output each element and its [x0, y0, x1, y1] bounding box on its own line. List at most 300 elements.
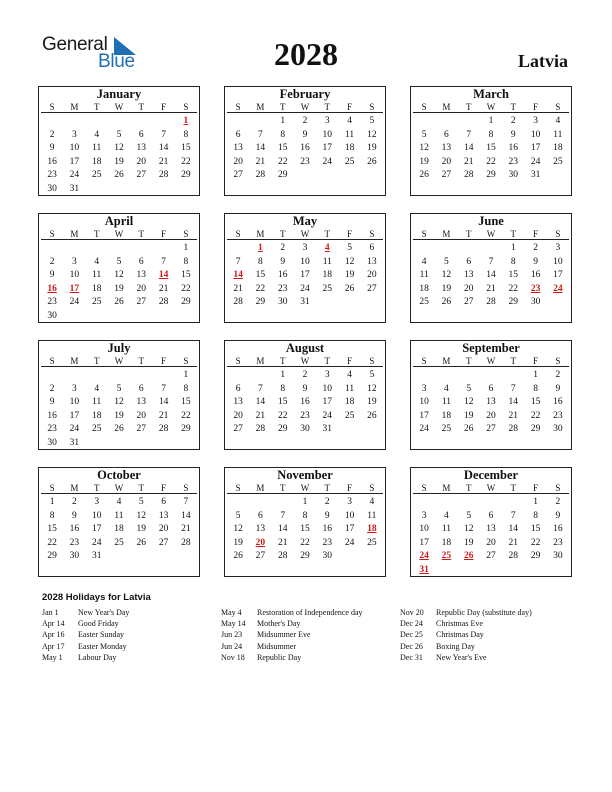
day-cell: 29 — [530, 551, 541, 561]
day-cell: 12 — [463, 524, 474, 534]
day-cell: 12 — [463, 397, 474, 407]
day-cell: 10 — [530, 129, 541, 140]
day-cell: 27 — [255, 551, 266, 561]
empty-day-cell — [41, 242, 63, 256]
weekday-header: M — [249, 229, 271, 240]
weekday-header: T — [316, 229, 338, 240]
holiday-name: Christmas Day — [436, 630, 484, 640]
day-cell: 9 — [49, 270, 55, 280]
weekday-header: T — [272, 102, 294, 113]
weekday-header: W — [294, 483, 316, 494]
day-cell: 22 — [530, 410, 541, 421]
day-cell: 31 — [322, 424, 333, 434]
holiday-date: Apr 14 — [42, 619, 65, 629]
holiday-date: Dec 25 — [400, 630, 423, 640]
day-cell: 25 — [322, 283, 333, 294]
day-cell: 3 — [533, 116, 538, 126]
holiday-row — [400, 618, 532, 629]
month-days-grid — [39, 102, 199, 196]
day-cell: 8 — [49, 510, 55, 521]
weekday-header: S — [547, 102, 569, 113]
day-cell: 26 — [136, 537, 147, 548]
month-title: November — [277, 468, 333, 482]
weekday-header: F — [338, 102, 360, 113]
day-cell: 18 — [441, 410, 452, 421]
day-cell: 16 — [69, 524, 80, 534]
day-cell: 21 — [158, 410, 169, 421]
day-cell: 23 — [553, 410, 563, 421]
day-cell: 29 — [486, 170, 496, 180]
day-cell: 14 — [486, 270, 496, 280]
day-cell: 19 — [344, 270, 355, 280]
empty-day-cell — [249, 115, 271, 129]
day-cell: 8 — [280, 129, 286, 140]
day-cell: 9 — [302, 129, 308, 140]
day-cell: 6 — [466, 256, 472, 267]
day-cell: 9 — [533, 256, 538, 267]
day-cell: 17 — [419, 410, 429, 421]
day-cell: 10 — [322, 383, 333, 394]
day-cell: 30 — [277, 297, 288, 307]
empty-day-cell — [108, 115, 130, 129]
day-cell: 8 — [183, 129, 189, 140]
day-cell: 6 — [369, 243, 375, 253]
month-days-grid — [411, 229, 571, 310]
day-cell: 3 — [555, 243, 561, 253]
day-cell: 18 — [322, 270, 333, 280]
empty-day-cell — [249, 496, 271, 510]
weekday-header: T — [130, 356, 152, 367]
day-cell: 23 — [47, 424, 57, 434]
holiday-day-cell: 17 — [69, 283, 80, 294]
month-july — [38, 340, 200, 450]
day-cell: 14 — [508, 397, 519, 407]
holiday-day-cell: 24 — [553, 283, 563, 294]
day-cell: 10 — [69, 270, 80, 280]
weekday-header: M — [249, 483, 271, 494]
weekday-header: T — [502, 229, 524, 240]
country-label: Latvia — [517, 51, 568, 71]
day-cell: 21 — [255, 410, 266, 421]
day-cell: 21 — [181, 524, 191, 534]
day-cell: 4 — [94, 256, 100, 267]
weekday-header: W — [294, 356, 316, 367]
day-cell: 10 — [300, 256, 310, 267]
day-cell: 16 — [47, 410, 57, 421]
holiday-date: Jun 24 — [221, 641, 243, 651]
empty-day-cell — [272, 496, 294, 510]
day-cell: 14 — [158, 143, 169, 153]
weekday-header: S — [547, 229, 569, 240]
day-cell: 7 — [488, 256, 494, 267]
month-days-grid — [225, 229, 385, 310]
weekday-header: W — [480, 356, 502, 367]
day-cell: 11 — [419, 270, 429, 280]
day-cell: 13 — [233, 143, 243, 153]
month-may — [224, 213, 386, 323]
weekday-header: S — [413, 102, 435, 113]
day-cell: 28 — [255, 170, 266, 180]
day-cell: 16 — [300, 397, 310, 407]
holiday-day-cell: 23 — [530, 283, 541, 294]
day-cell: 1 — [280, 116, 286, 126]
day-cell: 25 — [91, 424, 102, 434]
day-cell: 2 — [510, 116, 516, 126]
weekday-header: S — [175, 229, 197, 240]
day-cell: 9 — [555, 383, 561, 394]
day-cell: 9 — [302, 383, 308, 394]
empty-day-cell — [86, 115, 108, 129]
day-cell: 17 — [530, 143, 541, 153]
day-cell: 22 — [181, 410, 191, 421]
day-cell: 28 — [486, 297, 496, 307]
holiday-day-cell: 26 — [463, 551, 474, 561]
day-cell: 22 — [530, 537, 541, 548]
day-cell: 14 — [508, 524, 519, 534]
day-cell: 16 — [277, 270, 288, 280]
day-cell: 13 — [367, 256, 377, 267]
month-title: July — [107, 341, 131, 355]
day-cell: 1 — [510, 243, 516, 253]
month-april — [38, 213, 200, 323]
empty-day-cell — [249, 369, 271, 383]
day-cell: 13 — [233, 397, 243, 407]
day-cell: 30 — [47, 310, 57, 321]
day-cell: 26 — [114, 297, 124, 307]
day-cell: 2 — [72, 497, 77, 507]
day-cell: 15 — [181, 143, 191, 153]
day-cell: 7 — [258, 383, 263, 394]
day-cell: 6 — [138, 129, 144, 140]
holiday-name: New Year's Day — [78, 608, 130, 617]
day-cell: 22 — [181, 283, 191, 294]
day-cell: 19 — [114, 156, 124, 167]
day-cell: 5 — [466, 510, 472, 521]
day-cell: 24 — [344, 537, 355, 548]
day-cell: 4 — [94, 129, 100, 140]
day-cell: 18 — [344, 397, 355, 407]
empty-day-cell — [227, 369, 249, 383]
weekday-header: S — [547, 356, 569, 367]
empty-day-cell — [413, 115, 435, 129]
weekday-header: T — [86, 229, 108, 240]
weekday-header: M — [63, 102, 85, 113]
day-cell: 13 — [486, 397, 496, 407]
empty-day-cell — [63, 242, 85, 256]
day-cell: 25 — [553, 156, 563, 167]
holiday-row — [221, 629, 363, 640]
month-title: January — [96, 87, 142, 101]
empty-day-cell — [413, 496, 435, 510]
day-cell: 20 — [441, 156, 452, 167]
holiday-column — [221, 607, 363, 663]
day-cell: 2 — [533, 243, 538, 253]
day-cell: 21 — [158, 283, 169, 294]
day-cell: 1 — [533, 370, 538, 380]
day-cell: 17 — [553, 270, 563, 280]
holiday-row — [42, 641, 129, 652]
day-cell: 26 — [441, 297, 452, 307]
day-cell: 29 — [508, 297, 519, 307]
month-days-grid — [225, 483, 385, 564]
day-cell: 5 — [466, 383, 472, 394]
day-cell: 20 — [233, 410, 243, 421]
day-cell: 14 — [463, 143, 474, 153]
day-cell: 4 — [444, 510, 449, 521]
empty-day-cell — [458, 496, 480, 510]
day-cell: 31 — [69, 437, 80, 448]
day-cell: 19 — [367, 143, 377, 153]
day-cell: 11 — [322, 256, 332, 267]
day-cell: 15 — [47, 524, 57, 534]
empty-day-cell — [86, 242, 108, 256]
empty-day-cell — [458, 369, 480, 383]
month-march — [410, 86, 572, 196]
day-cell: 21 — [486, 283, 496, 294]
empty-day-cell — [502, 496, 524, 510]
day-cell: 9 — [280, 256, 286, 267]
day-cell: 8 — [183, 383, 189, 394]
day-cell: 19 — [367, 397, 377, 407]
month-days-grid — [411, 102, 571, 183]
day-cell: 22 — [300, 537, 310, 548]
day-cell: 23 — [69, 537, 80, 548]
day-cell: 22 — [277, 156, 288, 167]
holiday-row — [221, 652, 363, 663]
weekday-header: T — [272, 483, 294, 494]
day-cell: 20 — [486, 537, 496, 548]
day-cell: 28 — [158, 424, 169, 434]
day-cell: 20 — [463, 283, 474, 294]
month-september — [410, 340, 572, 450]
day-cell: 12 — [114, 270, 124, 280]
weekday-header: F — [524, 229, 546, 240]
empty-day-cell — [130, 115, 152, 129]
day-cell: 11 — [92, 397, 102, 407]
day-cell: 28 — [508, 551, 519, 561]
day-cell: 8 — [533, 510, 538, 521]
day-cell: 25 — [91, 297, 102, 307]
day-cell: 3 — [302, 243, 308, 253]
weekday-header: T — [130, 229, 152, 240]
day-cell: 19 — [114, 410, 124, 421]
day-cell: 27 — [158, 537, 169, 548]
day-cell: 11 — [92, 270, 102, 280]
day-cell: 26 — [419, 170, 429, 180]
day-cell: 29 — [255, 297, 266, 307]
page-title-year: 2028 — [274, 36, 338, 72]
day-cell: 5 — [369, 370, 375, 380]
day-cell: 17 — [91, 524, 102, 534]
holiday-row — [400, 629, 532, 640]
day-cell: 24 — [91, 537, 102, 548]
day-cell: 7 — [235, 256, 241, 267]
day-cell: 13 — [136, 397, 147, 407]
day-cell: 24 — [300, 283, 310, 294]
month-title: August — [285, 341, 325, 355]
day-cell: 19 — [233, 537, 243, 548]
day-cell: 27 — [463, 297, 474, 307]
empty-day-cell — [480, 496, 502, 510]
day-cell: 2 — [280, 243, 286, 253]
day-cell: 13 — [463, 270, 474, 280]
weekday-header: T — [272, 356, 294, 367]
holiday-column — [400, 607, 532, 663]
day-cell: 31 — [300, 297, 310, 307]
weekday-header: S — [361, 229, 383, 240]
holiday-date: Jun 23 — [221, 630, 243, 640]
day-cell: 1 — [302, 497, 308, 507]
logo-text-general: General — [42, 34, 108, 55]
holiday-date: Dec 26 — [400, 641, 423, 651]
empty-day-cell — [458, 242, 480, 256]
weekday-header: S — [361, 483, 383, 494]
holiday-name: Boxing Day — [436, 641, 475, 651]
day-cell: 4 — [347, 370, 352, 380]
day-cell: 1 — [183, 243, 189, 253]
holiday-name: Good Friday — [78, 619, 119, 629]
day-cell: 29 — [47, 551, 57, 561]
weekday-header: F — [152, 483, 174, 494]
holiday-date: May 4 — [221, 608, 242, 617]
day-cell: 14 — [255, 397, 266, 407]
day-cell: 4 — [94, 383, 100, 394]
day-cell: 15 — [181, 270, 191, 280]
day-cell: 24 — [69, 170, 80, 180]
weekday-header: S — [41, 483, 63, 494]
weekday-header: S — [227, 229, 249, 240]
day-cell: 18 — [114, 524, 124, 534]
holiday-name: Republic Day (substitute day) — [436, 608, 532, 617]
empty-day-cell — [435, 115, 457, 129]
weekday-header: T — [502, 102, 524, 113]
day-cell: 4 — [444, 383, 449, 394]
day-cell: 29 — [530, 424, 541, 434]
day-cell: 2 — [49, 383, 55, 394]
day-cell: 27 — [233, 170, 243, 180]
month-january — [38, 86, 200, 196]
weekday-header: M — [63, 356, 85, 367]
day-cell: 4 — [116, 497, 122, 507]
month-days-grid — [39, 483, 199, 564]
day-cell: 3 — [421, 383, 427, 394]
day-cell: 13 — [255, 524, 266, 534]
day-cell: 9 — [555, 510, 561, 521]
day-cell: 2 — [302, 116, 308, 126]
weekday-header: S — [361, 102, 383, 113]
day-cell: 20 — [136, 283, 147, 294]
day-cell: 3 — [94, 497, 100, 507]
weekday-header: M — [249, 102, 271, 113]
day-cell: 15 — [530, 524, 541, 534]
day-cell: 8 — [280, 383, 286, 394]
day-cell: 27 — [367, 283, 377, 294]
day-cell: 29 — [300, 551, 310, 561]
day-cell: 11 — [344, 129, 355, 140]
day-cell: 15 — [508, 270, 519, 280]
day-cell: 11 — [92, 143, 102, 153]
day-cell: 10 — [91, 510, 102, 521]
day-cell: 24 — [69, 297, 80, 307]
holiday-name: Mother's Day — [257, 619, 301, 629]
day-cell: 6 — [488, 383, 494, 394]
day-cell: 21 — [277, 537, 288, 548]
day-cell: 7 — [258, 129, 263, 140]
weekday-header: F — [338, 356, 360, 367]
day-cell: 12 — [344, 256, 355, 267]
day-cell: 15 — [277, 143, 288, 153]
day-cell: 14 — [277, 524, 288, 534]
day-cell: 3 — [324, 116, 330, 126]
day-cell: 27 — [136, 297, 147, 307]
weekday-header: F — [152, 356, 174, 367]
holiday-date: Apr 16 — [42, 630, 65, 640]
day-cell: 7 — [161, 129, 166, 140]
empty-day-cell — [227, 496, 249, 510]
month-title: September — [462, 341, 520, 355]
holiday-name: Midsummer Eve — [257, 630, 311, 640]
day-cell: 12 — [233, 524, 243, 534]
weekday-header: S — [41, 356, 63, 367]
empty-day-cell — [108, 242, 130, 256]
holiday-day-cell: 1 — [183, 116, 189, 126]
day-cell: 9 — [49, 397, 55, 407]
empty-day-cell — [41, 369, 63, 383]
weekday-header: T — [130, 102, 152, 113]
holiday-row — [42, 629, 129, 640]
month-title: October — [97, 468, 141, 482]
day-cell: 20 — [158, 524, 169, 534]
empty-day-cell — [502, 369, 524, 383]
day-cell: 23 — [322, 537, 333, 548]
day-cell: 28 — [233, 297, 243, 307]
weekday-header: W — [108, 356, 130, 367]
day-cell: 5 — [444, 256, 449, 267]
day-cell: 28 — [508, 424, 519, 434]
holiday-row — [42, 618, 129, 629]
day-cell: 9 — [72, 510, 77, 521]
day-cell: 30 — [69, 551, 80, 561]
month-title: May — [292, 214, 318, 228]
day-cell: 29 — [181, 297, 191, 307]
day-cell: 10 — [344, 510, 355, 521]
day-cell: 23 — [553, 537, 563, 548]
day-cell: 28 — [158, 170, 169, 180]
day-cell: 28 — [181, 537, 191, 548]
day-cell: 15 — [181, 397, 191, 407]
month-title: April — [104, 214, 134, 228]
weekday-header: S — [41, 229, 63, 240]
day-cell: 7 — [510, 383, 516, 394]
day-cell: 5 — [116, 256, 122, 267]
empty-day-cell — [435, 242, 457, 256]
day-cell: 21 — [508, 410, 519, 421]
holiday-day-cell: 20 — [255, 537, 266, 548]
weekday-header: F — [338, 229, 360, 240]
day-cell: 5 — [116, 129, 122, 140]
weekday-header: T — [502, 483, 524, 494]
day-cell: 3 — [324, 370, 330, 380]
weekday-header: T — [458, 229, 480, 240]
day-cell: 12 — [114, 397, 124, 407]
day-cell: 1 — [183, 370, 189, 380]
holiday-day-cell: 24 — [419, 551, 429, 561]
day-cell: 18 — [91, 283, 102, 294]
day-cell: 12 — [136, 510, 147, 521]
day-cell: 6 — [138, 383, 144, 394]
day-cell: 10 — [322, 129, 333, 140]
holiday-row — [42, 607, 129, 618]
